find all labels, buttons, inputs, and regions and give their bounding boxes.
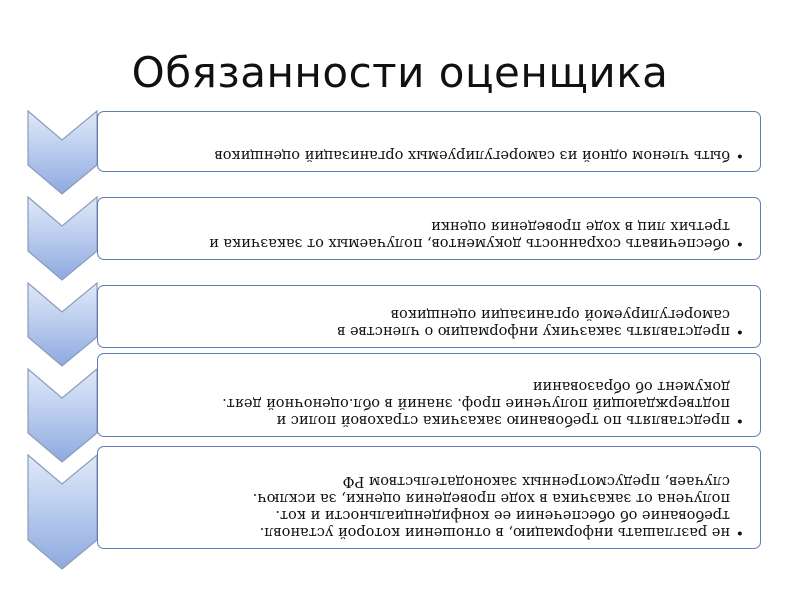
duty-text-line: третьих лиц в ходе проведения оценки (431, 218, 730, 234)
bullet-icon: • (735, 147, 744, 163)
duty-text-line: саморегулируемой организации оценщиков (390, 306, 730, 322)
bullet-icon: • (735, 412, 744, 428)
duty-item-5 (97, 446, 761, 549)
duty-text-line: случаев, предусмотренных законодательством РФ (342, 473, 730, 489)
duty-text-line: не разглашать информацию, в отношении которой установл. (259, 524, 730, 540)
bullet-icon: • (735, 323, 744, 339)
duty-item-2 (97, 197, 761, 260)
slide-title: Обязанности оценщика (131, 48, 669, 97)
bullet-icon: • (735, 524, 744, 540)
duty-text-line: документ об образовании (532, 378, 730, 394)
bullet-icon: • (735, 235, 744, 251)
chevron-arrow-3 (28, 283, 97, 366)
duty-text-line: подтверждающий получение проф. знаний в обл.оценочной деят. (222, 395, 730, 411)
duty-text-line: получена от заказчика в ходе проведения оценки, за исключ. (252, 490, 730, 506)
duty-text-line: представлять по требованию заказчика страховой полис и (276, 412, 730, 428)
chevron-arrow-4 (28, 369, 97, 462)
duty-text-line: быть членом одной из саморегулируемых организаций оценщиков (214, 147, 730, 163)
duty-item-1 (97, 111, 761, 172)
chevron-arrow-1 (28, 111, 97, 194)
duty-text-line: обеспечивать сохранность документов, получаемых от заказчика и (209, 235, 730, 251)
duty-text-line: требование об обеспечении ее конфиденциальности и кот. (275, 507, 730, 523)
duty-item-4 (97, 353, 761, 437)
chevron-arrow-2 (28, 197, 97, 280)
duty-item-3 (97, 285, 761, 348)
chevron-arrow-5 (28, 455, 97, 569)
duty-text-line: представлять заказчику информацию о членстве в (337, 323, 730, 339)
